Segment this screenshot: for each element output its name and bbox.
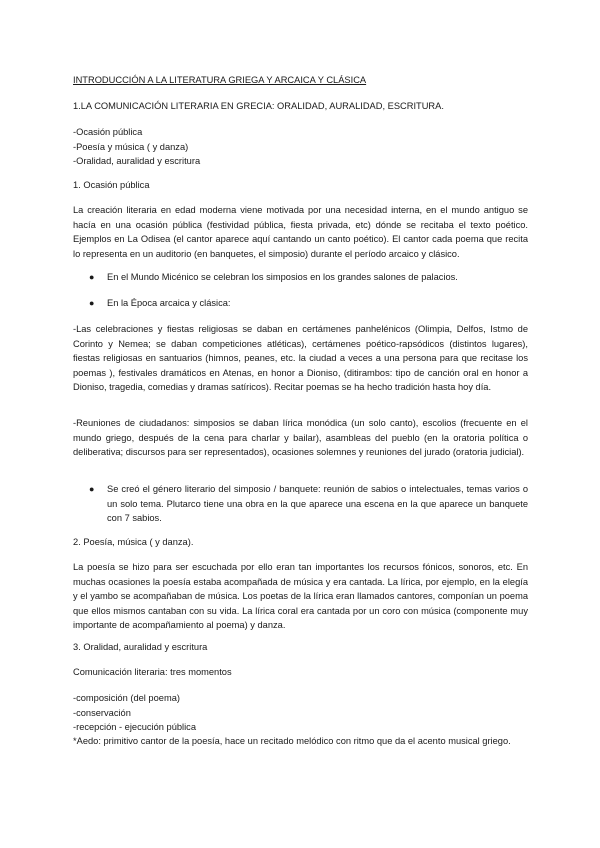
s1-paragraph-2: -Las celebraciones y fiestas religiosas se daban en certámenes panhelénicos (Olimpia, Delfos, Istmo de Corinto y Nemea; se daban competiciones atléticas), certámenes poético-rapsódicos (distintos lugares), fiestas religiosas en santuarios (himnos, peanes, etc. la ciudad a veces a una persona para que recitase los poemas ), festivales dramáticos en Atenas, en honor a Dioniso, (ditirambos: tipo de canción oral en honor a Dioniso, tragedia, comedias y dramas satíricos). Recitar poemas se ha hecho tradición hasta hoy día. — [73, 324, 528, 393]
bullet-text: Se creó el género literario del simposio / banquete: reunión de sabios o intelectuales, temas varios o un solo tema. Plutarco tiene una obra en la que aparece una escena en la que aparece un banquete con 7 sabios. — [107, 484, 528, 524]
moments-list — [73, 691, 528, 735]
outline-list — [73, 125, 528, 169]
document-title: INTRODUCCIÓN A LA LITERATURA GRIEGA Y ARCAICA Y CLÁSICA — [73, 75, 367, 85]
moment-item: -recepción - ejecución pública — [73, 722, 196, 733]
bullet-dot-icon: ● — [89, 484, 95, 494]
bullet-item — [89, 270, 528, 285]
section-heading: 1.LA COMUNICACIÓN LITERARIA EN GRECIA: ORALIDAD, AURALIDAD, ESCRITURA. — [73, 101, 444, 111]
s2-heading: 2. Poesía, música ( y danza). — [73, 537, 194, 547]
s1-heading: 1. Ocasión pública — [73, 180, 150, 190]
bullet-dot-icon: ● — [89, 298, 95, 308]
outline-item: -Ocasión pública — [73, 127, 143, 137]
s1-paragraph-1: La creación literaria en edad moderna viene motivada por una necesidad interna, en el mundo antiguo se hacía en una ocasión pública (festividad pública, fiesta privada, etc) dónde se recitaba el texto poético. Ejemplos en La Odisea (el cantor aparece aquí cantando un canto poético). El cantor cada poema que recita lo representa en un auditorio (en banquetes, el simposio) durante el período arcaico y clásico. — [73, 205, 528, 259]
s1-paragraph-3: -Reuniones de ciudadanos: simposios se daban lírica monódica (un solo canto), escolios (frecuente en el mundo griego, después de la cena para charlar y bailar), asambleas del pueblo (en la oratoria política o deliberativa; discursos para ser representados), ocasiones solemnes y reuniones del jurado (oratoria judicial). — [73, 418, 528, 458]
s3-subheading: Comunicación literaria: tres momentos — [73, 667, 232, 677]
outline-item: -Poesía y música ( y danza) — [73, 141, 189, 152]
outline-item: -Oralidad, auralidad y escritura — [73, 156, 201, 167]
s3-heading: 3. Oralidad, auralidad y escritura — [73, 642, 208, 652]
bullet-item — [89, 296, 528, 311]
moment-item: -conservación — [73, 707, 131, 718]
moment-item: -composición (del poema) — [73, 693, 180, 703]
aedo-note: *Aedo: primitivo cantor de la poesía, hace un recitado melódico con ritmo que da el acento musical griego. — [73, 736, 511, 746]
bullet-text: En el Mundo Micénico se celebran los simposios en los grandes salones de palacios. — [107, 272, 458, 282]
bullet-dot-icon: ● — [89, 272, 95, 282]
bullet-text: En la Época arcaica y clásica: — [107, 298, 231, 308]
bullet-item — [89, 482, 528, 526]
s2-paragraph-1: La poesía se hizo para ser escuchada por ello eran tan importantes los recursos fónicos, sonoros, etc. En muchas ocasiones la poesía estaba acompañada de música y era cantada. La lírica, por ejemplo, en la elegía y el yambo se acompañaban de música. Los poetas de la lírica eran llamados cantores, componían un poema que ellos mismos cantaban con su vida. La lírica coral era cantada por un coro con música (componente muy importante de acompañamiento al poema) y danza. — [73, 562, 528, 631]
